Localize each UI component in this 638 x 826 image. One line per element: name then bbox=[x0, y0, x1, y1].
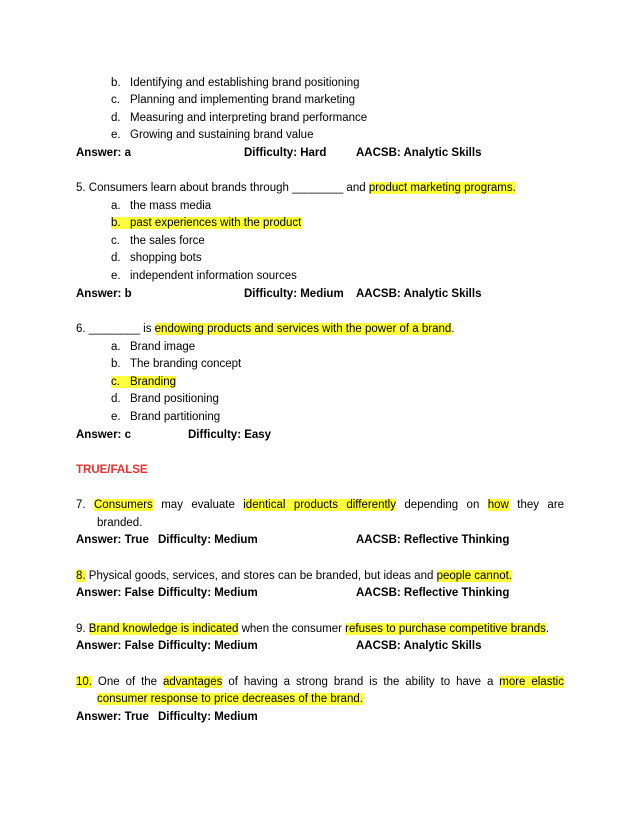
answer: Answer: True bbox=[76, 534, 149, 546]
q10-question: 10. One of the advantages of having a strong brand is the ability to have a more elastic bbox=[76, 676, 564, 688]
answer: Answer: False bbox=[76, 640, 154, 652]
q6-option-b: b. The branding concept bbox=[111, 358, 242, 370]
answer: Answer: c bbox=[76, 429, 131, 441]
answer: Answer: True bbox=[76, 711, 149, 723]
q8-question: 8. Physical goods, services, and stores can be branded, but ideas and people cannot. bbox=[76, 570, 513, 582]
difficulty: Difficulty: Easy bbox=[188, 429, 272, 441]
q5-option-b: b. past experiences with the product bbox=[111, 217, 302, 229]
difficulty: Difficulty: Medium bbox=[158, 711, 258, 723]
q7-question-cont: branded. bbox=[97, 517, 143, 529]
answer: Answer: a bbox=[76, 147, 131, 159]
aacsb: AACSB: Analytic Skills bbox=[356, 640, 482, 652]
answer: Answer: b bbox=[76, 288, 132, 300]
q6-option-a: a. Brand image bbox=[111, 341, 196, 353]
q4-option-e: e. Growing and sustaining brand value bbox=[111, 129, 314, 141]
q5-question: 5. Consumers learn about brands through ________ and product marketing programs. bbox=[76, 182, 516, 194]
q4-option-b: b. Identifying and establishing brand positioning bbox=[111, 77, 360, 89]
difficulty: Difficulty: Medium bbox=[158, 534, 258, 546]
difficulty: Difficulty: Medium bbox=[244, 288, 344, 300]
q6-option-d: d. Brand positioning bbox=[111, 393, 219, 405]
q9-question: 9. Brand knowledge is indicated when the consumer refuses to purchase competitive brands. bbox=[76, 623, 550, 635]
q6-option-e: e. Brand partitioning bbox=[111, 411, 221, 423]
aacsb: AACSB: Analytic Skills bbox=[356, 288, 482, 300]
difficulty: Difficulty: Hard bbox=[244, 147, 327, 159]
q4-option-d: d. Measuring and interpreting brand performance bbox=[111, 112, 368, 124]
q5-option-a: a. the mass media bbox=[111, 200, 212, 212]
aacsb: AACSB: Reflective Thinking bbox=[356, 587, 510, 599]
difficulty: Difficulty: Medium bbox=[158, 587, 258, 599]
q4-option-c: c. Planning and implementing brand marketing bbox=[111, 94, 356, 106]
section-heading: TRUE/FALSE bbox=[76, 464, 148, 476]
q6-question: 6. ________ is endowing products and services with the power of a brand. bbox=[76, 323, 455, 335]
answer: Answer: False bbox=[76, 587, 154, 599]
q7-question: 7. Consumers may evaluate identical products differently depending on how they are bbox=[76, 499, 565, 511]
aacsb: AACSB: Reflective Thinking bbox=[356, 534, 510, 546]
q5-option-e: e. independent information sources bbox=[111, 270, 297, 282]
difficulty: Difficulty: Medium bbox=[158, 640, 258, 652]
q6-option-c: c. Branding bbox=[111, 376, 177, 388]
q5-option-d: d. shopping bots bbox=[111, 252, 202, 264]
q10-question-cont: consumer response to price decreases of the brand. bbox=[97, 693, 363, 705]
aacsb: AACSB: Analytic Skills bbox=[356, 147, 482, 159]
q5-option-c: c. the sales force bbox=[111, 235, 205, 247]
